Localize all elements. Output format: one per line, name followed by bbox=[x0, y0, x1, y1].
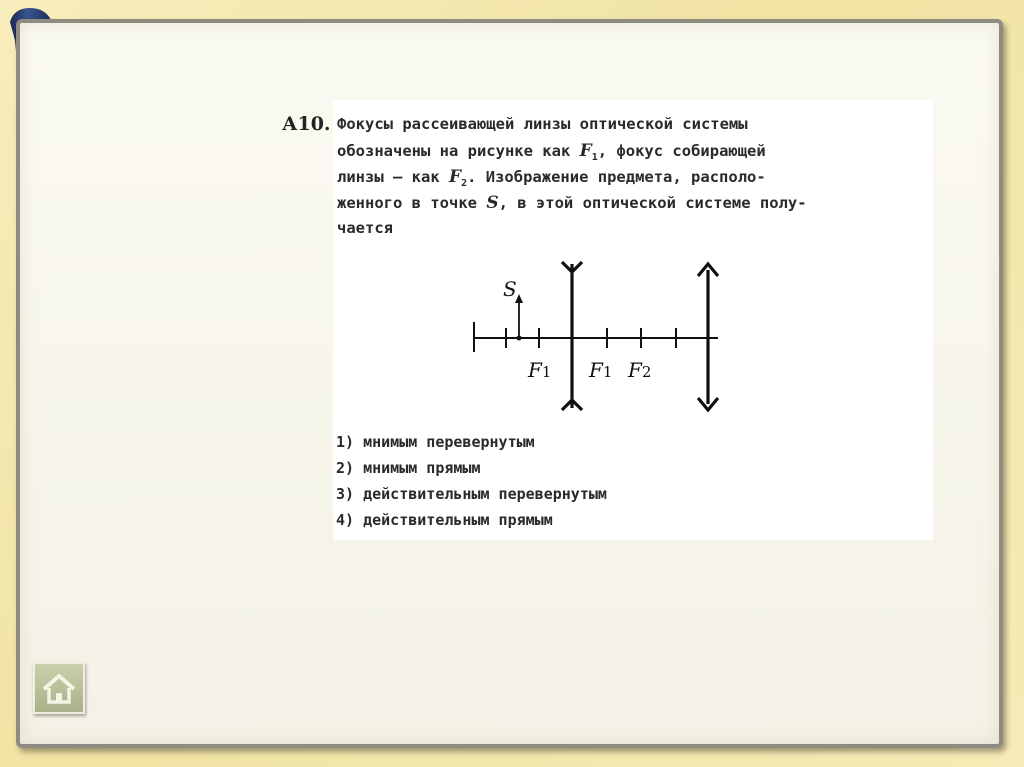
home-button[interactable] bbox=[33, 662, 85, 714]
focus-label-f2: F2 bbox=[628, 358, 652, 382]
object-label: S bbox=[503, 277, 517, 301]
answer-option-1: 1) мнимым перевернутым bbox=[336, 433, 535, 451]
focus-label-f1-left: F1 bbox=[528, 358, 552, 382]
focus-label-f1-right: F1 bbox=[589, 358, 613, 382]
question-line-4: женного в точке S, в этой оптической системе полу- bbox=[337, 193, 807, 213]
answer-option-4: 4) действительным прямым bbox=[336, 511, 553, 529]
problem-number: А10. bbox=[282, 113, 331, 135]
question-line-5: чается bbox=[337, 219, 393, 237]
answer-option-2: 2) мнимым прямым bbox=[336, 459, 481, 477]
diverging-lens-icon bbox=[562, 262, 582, 410]
question-line-3: линзы – как $F_2$. Изображение предмета, располо- bbox=[337, 167, 766, 190]
question-line-1: Фокусы рассеивающей линзы оптической системы bbox=[337, 115, 748, 133]
answer-option-3: 3) действительным перевернутым bbox=[336, 485, 607, 503]
home-icon bbox=[35, 664, 83, 712]
question-line-2: обозначены на рисунке как $F_1$, фокус собирающей bbox=[337, 141, 766, 164]
